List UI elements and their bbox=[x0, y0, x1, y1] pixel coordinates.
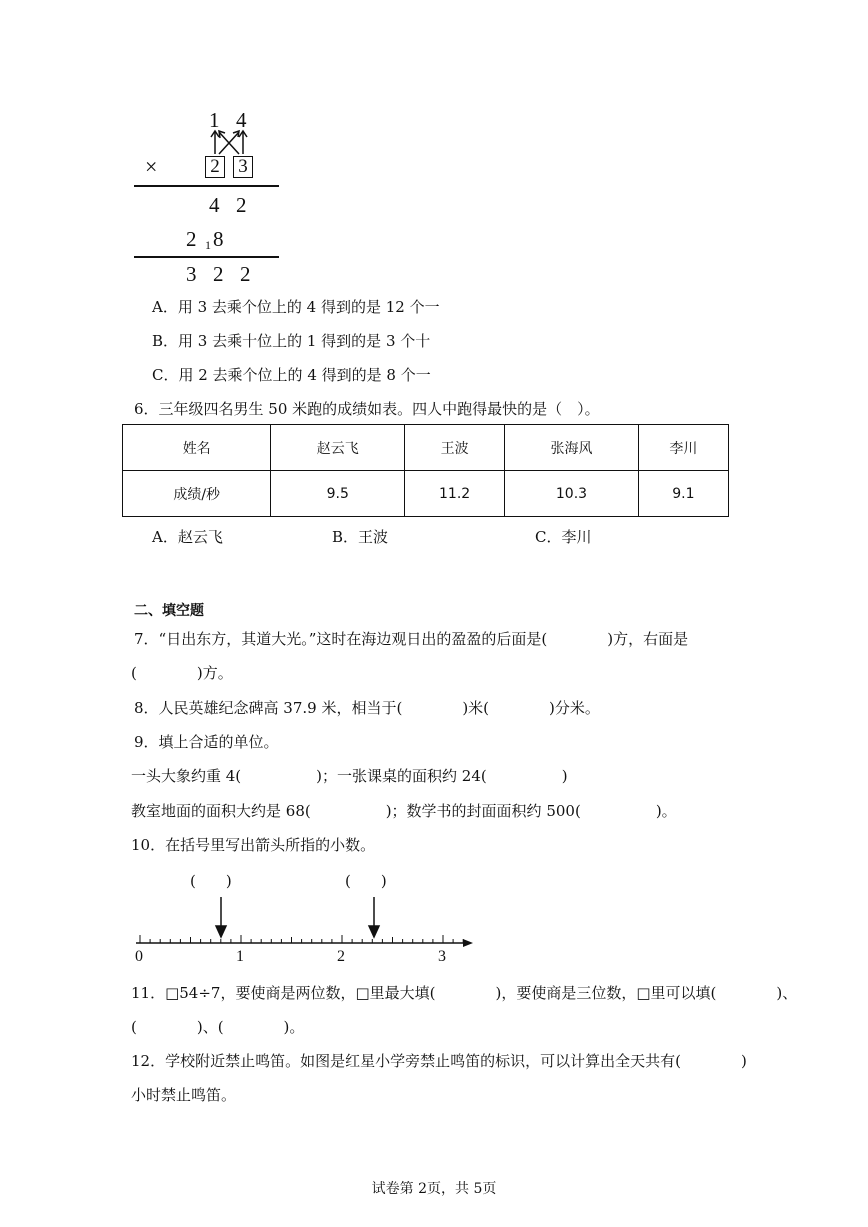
q6-option-b[interactable]: B．王波 bbox=[332, 528, 389, 546]
calc-line-1 bbox=[134, 185, 279, 187]
q6-question: 6．三年级四名男生 50 米跑的成绩如表。四人中跑得最快的是（ ）。 bbox=[134, 400, 600, 418]
q10-title: 10．在括号里写出箭头所指的小数。 bbox=[131, 836, 376, 854]
partial1-ones: 2 bbox=[236, 193, 247, 217]
axis-label-3: 3 bbox=[438, 948, 446, 965]
q9-line1: 一头大象约重 4( )；一张课桌的面积约 24( ) bbox=[131, 767, 568, 785]
table-cell: 姓名 bbox=[123, 425, 271, 471]
axis-label-1: 1 bbox=[236, 948, 244, 965]
result-ones: 2 bbox=[240, 262, 251, 286]
calc-line-2 bbox=[134, 256, 279, 258]
q5-option-c[interactable]: C．用 2 去乘个位上的 4 得到的是 8 个一 bbox=[152, 366, 431, 384]
q6-option-a[interactable]: A．赵云飞 bbox=[152, 528, 223, 546]
table-cell: 成绩/秒 bbox=[123, 471, 271, 517]
q8: 8．人民英雄纪念碑高 37.9 米，相当于( )米( )分米。 bbox=[134, 699, 600, 717]
section-title: 二、填空题 bbox=[134, 603, 204, 619]
table-cell: 张海风 bbox=[505, 425, 639, 471]
q12-line2: 小时禁止鸣笛。 bbox=[131, 1086, 237, 1104]
boxed-digit-tens: 2 bbox=[205, 156, 225, 178]
q7-line1: 7．“日出东方，其道大光。”这时在海边观日出的盈盈的后面是( )方，右面是 bbox=[134, 630, 689, 648]
table-cell: 王波 bbox=[405, 425, 505, 471]
table-row-scores bbox=[123, 471, 729, 517]
q12-line1: 12．学校附近禁止鸣笛。如图是红星小学旁禁止鸣笛的标识，可以计算出全天共有( ) bbox=[131, 1052, 747, 1070]
q11-line1: 11．□54÷7，要使商是两位数，□里最大填( )，要使商是三位数，□里可以填( )、 bbox=[131, 984, 798, 1002]
scores-table bbox=[122, 424, 729, 517]
q5-option-b[interactable]: B．用 3 去乘十位上的 1 得到的是 3 个十 bbox=[152, 332, 431, 350]
partial2-hundreds: 2 bbox=[186, 227, 197, 251]
answer-bracket-1[interactable]: ( ) bbox=[190, 872, 232, 890]
axis-label-0: 0 bbox=[135, 948, 143, 965]
table-cell: 10.3 bbox=[505, 471, 639, 517]
q9-line2: 教室地面的面积大约是 68( )；数学书的封面面积约 500( )。 bbox=[131, 802, 677, 820]
cross-arrows-icon bbox=[205, 128, 255, 156]
partial1-tens: 4 bbox=[209, 193, 220, 217]
partial2-tens: 8 bbox=[213, 227, 224, 251]
boxed-digit-ones: 3 bbox=[233, 156, 253, 178]
carry-digit: 1 bbox=[205, 238, 211, 252]
top-digit-ones: 4 bbox=[236, 108, 247, 132]
table-cell: 9.5 bbox=[271, 471, 405, 517]
q11-line2: ( )、( )。 bbox=[131, 1018, 305, 1036]
table-cell: 赵云飞 bbox=[271, 425, 405, 471]
result-tens: 2 bbox=[213, 262, 224, 286]
top-digit-tens: 1 bbox=[209, 108, 220, 132]
result-hundreds: 3 bbox=[186, 262, 197, 286]
table-cell: 11.2 bbox=[405, 471, 505, 517]
q9-title: 9．填上合适的单位。 bbox=[134, 733, 279, 751]
multiply-sign: × bbox=[145, 154, 158, 179]
q5-option-a[interactable]: A．用 3 去乘个位上的 4 得到的是 12 个一 bbox=[152, 298, 440, 316]
table-row-header bbox=[123, 425, 729, 471]
table-cell: 李川 bbox=[638, 425, 728, 471]
q6-option-c[interactable]: C．李川 bbox=[535, 528, 592, 546]
axis-label-2: 2 bbox=[337, 948, 345, 965]
answer-bracket-2[interactable]: ( ) bbox=[345, 872, 387, 890]
page-footer: 试卷第 2页，共 5页 bbox=[371, 1181, 497, 1197]
number-line bbox=[130, 895, 480, 950]
table-cell: 9.1 bbox=[638, 471, 728, 517]
q7-line2: ( )方。 bbox=[131, 664, 233, 682]
